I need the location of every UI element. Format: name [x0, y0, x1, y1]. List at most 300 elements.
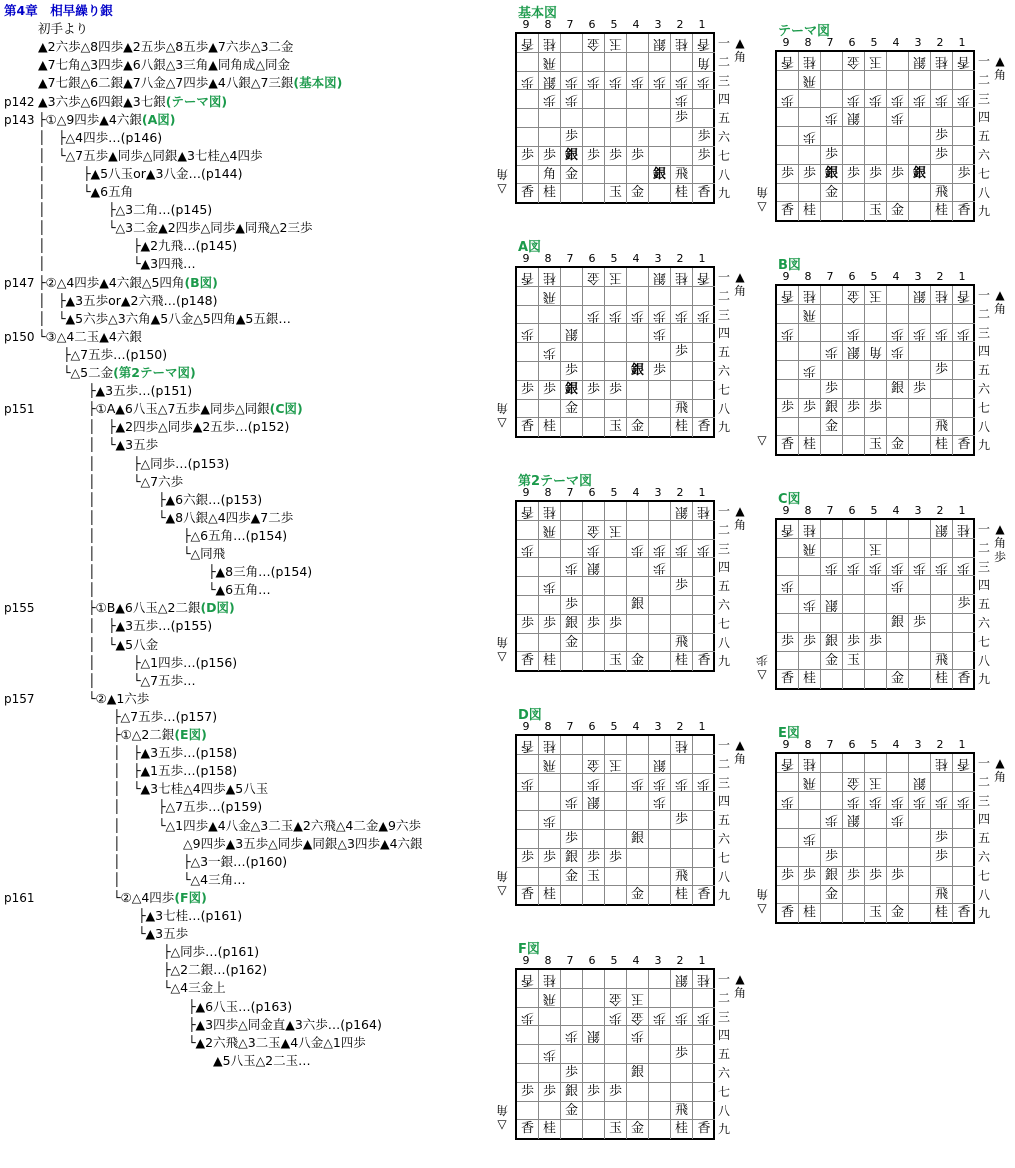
rank-number: 二 [977, 774, 990, 789]
rank-number: 九 [717, 888, 730, 903]
sente-piece: 金 [630, 653, 644, 669]
sente-hand: ▲角 [993, 756, 1006, 784]
board-square [539, 615, 561, 634]
board-square [693, 811, 715, 830]
board-square [843, 90, 865, 109]
board-square [583, 596, 605, 615]
sente-piece: 香 [697, 185, 711, 201]
file-number: 1 [698, 252, 706, 265]
board-square [539, 324, 561, 343]
board-square [583, 615, 605, 634]
board-square [649, 577, 671, 596]
board-square [649, 287, 671, 306]
sente-piece: 歩 [542, 381, 556, 397]
board-square [777, 184, 799, 203]
gote-piece: 香 [697, 270, 711, 285]
rank-number: 六 [717, 1066, 730, 1080]
board-square [539, 381, 561, 400]
file-number: 8 [544, 486, 552, 499]
gote-piece: 歩 [912, 793, 926, 809]
gote-piece: 歩 [520, 775, 534, 791]
file-number: 5 [870, 738, 878, 751]
rank-number: 二 [717, 990, 730, 1005]
gote-piece: 歩 [846, 325, 860, 341]
board-square [843, 558, 865, 577]
board-square [627, 1083, 649, 1102]
move-text: │ └△1四歩▲4八金△3二玉▲2六飛△4二金▲9六歩 [38, 817, 421, 833]
rank-number: 一 [717, 270, 730, 284]
sente-piece: 桂 [934, 437, 948, 453]
board-square [693, 1008, 715, 1027]
rank-number: 三 [977, 91, 990, 106]
board-square [605, 184, 627, 203]
sente-piece: 銀 [824, 165, 838, 181]
board-square [583, 849, 605, 868]
board-square [671, 1045, 693, 1064]
board-square [517, 53, 539, 72]
sente-piece: 歩 [608, 147, 622, 163]
move-text: ▲3六歩△6四銀▲3七銀 [38, 93, 166, 109]
board-square [693, 736, 715, 755]
board-square [865, 380, 887, 399]
sente-piece: 銀 [824, 633, 838, 649]
gote-piece: 歩 [780, 325, 794, 341]
gote-piece: 歩 [957, 559, 971, 575]
board-square [865, 90, 887, 109]
board-square [931, 52, 953, 71]
sente-piece: 香 [520, 887, 534, 903]
board-square [887, 146, 909, 165]
board-square [931, 436, 953, 455]
board-square [517, 634, 539, 653]
board-square [583, 1045, 605, 1064]
board-square [671, 577, 693, 596]
sente-piece: 歩 [846, 633, 860, 649]
file-number: 5 [870, 36, 878, 49]
board-square [517, 577, 539, 596]
sente-piece: 歩 [802, 633, 816, 649]
board-square [517, 184, 539, 203]
board-square [865, 614, 887, 633]
board-square [649, 1008, 671, 1027]
board-square [953, 614, 975, 633]
gote-piece: 歩 [697, 307, 711, 323]
sente-piece: 金 [890, 671, 904, 687]
board-square [671, 755, 693, 774]
rank-number: 九 [717, 654, 730, 669]
board-square [865, 792, 887, 811]
board-square [887, 184, 909, 203]
gote-piece: 歩 [586, 307, 600, 323]
board-diagram [495, 704, 755, 934]
board-square [799, 558, 821, 577]
board-square [583, 400, 605, 419]
board-square [693, 540, 715, 559]
move-text: ├△7五歩…(p150) [38, 346, 168, 362]
board-square [843, 399, 865, 418]
board-square [539, 418, 561, 437]
board-square [561, 147, 583, 166]
diagram-title: E図 [778, 726, 800, 741]
board-square [909, 202, 931, 221]
board-square [627, 268, 649, 287]
sente-piece: 銀 [890, 381, 904, 396]
board-square [539, 502, 561, 521]
gote-piece: 飛 [542, 288, 556, 304]
rank-number: 二 [977, 306, 990, 321]
gote-piece: 歩 [652, 541, 666, 557]
board-square [931, 670, 953, 689]
board-square [671, 53, 693, 72]
board-square [517, 868, 539, 887]
board-square [627, 128, 649, 147]
shogi-board [515, 32, 715, 204]
board-square [627, 72, 649, 91]
board-square [887, 810, 909, 829]
move-text: ├①B▲6八玉△2二銀 [38, 600, 201, 616]
board-square [671, 166, 693, 185]
board-square [583, 634, 605, 653]
board-square [693, 268, 715, 287]
sente-piece: 桂 [934, 203, 948, 219]
sente-piece: 香 [957, 203, 971, 219]
file-number: 3 [914, 270, 922, 283]
board-diagram [755, 488, 1015, 718]
sente-piece: 桂 [674, 887, 688, 903]
gote-piece: 歩 [697, 1009, 711, 1025]
board-square [539, 634, 561, 653]
board-square [931, 520, 953, 539]
move-text: │ ├△7五歩…(p159) [38, 799, 263, 815]
rank-number: 一 [977, 288, 990, 302]
board-square [627, 830, 649, 849]
move-text: └▲3五歩 [38, 926, 189, 942]
board-square [583, 755, 605, 774]
board-square [931, 399, 953, 418]
sente-piece: 飛 [934, 652, 948, 668]
board-square [605, 736, 627, 755]
board-square [583, 306, 605, 325]
board-square [843, 165, 865, 184]
gote-piece: 金 [846, 774, 860, 790]
sente-piece: 歩 [824, 849, 838, 864]
board-square [671, 128, 693, 147]
board-square [843, 576, 865, 595]
rank-number: 六 [977, 616, 990, 630]
board-square [627, 811, 649, 830]
board-square [953, 165, 975, 184]
board-square [671, 652, 693, 671]
board-square [931, 792, 953, 811]
rank-number: 一 [717, 504, 730, 518]
board-square [649, 502, 671, 521]
sente-piece: 玉 [608, 653, 622, 669]
board-square [605, 34, 627, 53]
board-square [799, 52, 821, 71]
board-square [843, 436, 865, 455]
board-square [649, 558, 671, 577]
sente-piece: 金 [564, 166, 578, 182]
board-square [517, 792, 539, 811]
file-number: 6 [848, 504, 856, 517]
rank-number: 五 [717, 813, 730, 828]
page-ref: p151 [4, 402, 35, 417]
gote-piece: 歩 [957, 793, 971, 809]
gote-piece: 飛 [542, 54, 556, 70]
board-square [627, 736, 649, 755]
board-square [777, 71, 799, 90]
sente-piece: 香 [520, 185, 534, 201]
board-square [931, 342, 953, 361]
gote-piece: 桂 [542, 504, 556, 519]
board-square [561, 400, 583, 419]
board-square [517, 306, 539, 325]
board-square [671, 268, 693, 287]
board-square [539, 287, 561, 306]
board-square [649, 1064, 671, 1083]
board-square [821, 539, 843, 558]
board-square [517, 849, 539, 868]
board-square [799, 361, 821, 380]
board-square [693, 287, 715, 306]
board-square [821, 184, 843, 203]
sente-piece: 歩 [608, 849, 622, 865]
board-square [909, 810, 931, 829]
rank-number: 六 [717, 832, 730, 846]
board-square [539, 652, 561, 671]
board-square [649, 868, 671, 887]
board-square [843, 146, 865, 165]
board-square [777, 146, 799, 165]
board-square [539, 736, 561, 755]
board-diagram [495, 470, 755, 700]
move-text: └②△4四歩 [38, 889, 175, 905]
board-square [843, 184, 865, 203]
sente-piece: 歩 [824, 147, 838, 162]
board-square [821, 633, 843, 652]
gote-piece: 桂 [674, 738, 688, 753]
board-square [583, 792, 605, 811]
file-number: 9 [782, 270, 790, 283]
board-square [561, 774, 583, 793]
gote-piece: 歩 [957, 325, 971, 341]
board-square [649, 1026, 671, 1045]
move-text: │ ├▲3五歩or▲2六飛…(p148) [38, 292, 218, 308]
board-square [693, 989, 715, 1008]
board-square [627, 886, 649, 905]
sente-piece: 金 [824, 418, 838, 434]
board-square [821, 52, 843, 71]
board-square [865, 418, 887, 437]
board-square [865, 108, 887, 127]
sente-piece: 銀 [630, 597, 644, 612]
board-square [649, 774, 671, 793]
gote-piece: 香 [520, 972, 534, 987]
file-number: 6 [588, 720, 596, 733]
board-square [693, 128, 715, 147]
gote-piece: 歩 [674, 92, 688, 108]
board-square [865, 146, 887, 165]
move-text: ▲7七角△3四歩▲6八銀△3三角▲同角成△同金 [38, 57, 290, 73]
board-square [777, 614, 799, 633]
move-text: │ ├▲5八玉or▲3八金…(p144) [38, 165, 243, 181]
gote-piece: 桂 [542, 270, 556, 285]
board-square [605, 1120, 627, 1139]
sente-piece: 香 [957, 671, 971, 687]
file-number: 4 [632, 720, 640, 733]
rank-number: 四 [977, 578, 990, 593]
board-square [909, 595, 931, 614]
board-square [821, 342, 843, 361]
board-square [671, 540, 693, 559]
gote-piece: 玉 [868, 288, 882, 303]
gote-piece: 玉 [868, 54, 882, 69]
sente-piece: 金 [564, 634, 578, 650]
sente-piece: 桂 [542, 887, 556, 903]
sente-piece: 歩 [674, 812, 688, 828]
board-square [561, 970, 583, 989]
rank-number: 六 [717, 598, 730, 612]
sente-hand: ▲角 [733, 270, 746, 298]
board-square [605, 362, 627, 381]
board-square [627, 109, 649, 128]
diagram-title: F図 [518, 942, 540, 957]
move-text: │ └▲3五歩 [38, 437, 159, 453]
board-square [865, 539, 887, 558]
board-square [671, 1102, 693, 1121]
rank-number: 七 [977, 868, 990, 883]
rank-number: 五 [977, 597, 990, 612]
board-diagram [757, 254, 1015, 484]
sente-piece: 香 [780, 203, 794, 219]
board-square [671, 502, 693, 521]
board-square [539, 53, 561, 72]
board-square [909, 90, 931, 109]
rank-number: 一 [717, 738, 730, 752]
gote-piece: 歩 [564, 560, 578, 576]
file-number: 9 [522, 720, 530, 733]
move-text: │ └▲3七桂△4四歩▲5八玉 [38, 781, 269, 797]
board-square [953, 324, 975, 343]
board-square [931, 202, 953, 221]
gote-piece: 歩 [674, 1009, 688, 1025]
board-square [909, 380, 931, 399]
gote-piece: 飛 [802, 72, 816, 88]
board-square [953, 90, 975, 109]
board-square [671, 774, 693, 793]
board-square [777, 418, 799, 437]
board-square [953, 670, 975, 689]
board-square [605, 1045, 627, 1064]
board-square [821, 286, 843, 305]
board-square [649, 53, 671, 72]
board-square [561, 558, 583, 577]
board-square [799, 614, 821, 633]
board-square [843, 773, 865, 792]
sente-piece: 銀 [564, 381, 578, 397]
board-square [671, 72, 693, 91]
board-square [777, 904, 799, 923]
board-square [539, 774, 561, 793]
board-square [909, 792, 931, 811]
board-square [843, 71, 865, 90]
board-square [583, 774, 605, 793]
board-square [693, 652, 715, 671]
board-square [865, 184, 887, 203]
move-text: 初手より [38, 21, 89, 37]
gote-piece: 歩 [520, 541, 534, 557]
board-square [799, 810, 821, 829]
board-square [627, 615, 649, 634]
board-square [605, 343, 627, 362]
sente-piece: 歩 [934, 362, 948, 378]
board-square [693, 109, 715, 128]
board-square [583, 868, 605, 887]
rank-number: 四 [717, 326, 730, 341]
rank-number: 三 [717, 73, 730, 88]
page-ref: p155 [4, 601, 35, 616]
board-square [671, 109, 693, 128]
board-square [953, 380, 975, 399]
gote-piece: 桂 [674, 36, 688, 51]
board-square [843, 286, 865, 305]
board-square [777, 305, 799, 324]
file-number: 5 [610, 954, 618, 967]
file-number: 4 [892, 270, 900, 283]
board-square [583, 540, 605, 559]
sente-piece: 玉 [868, 437, 882, 453]
move-text: │ └▲6五角… [38, 582, 271, 598]
board-square [517, 1083, 539, 1102]
board-square [693, 184, 715, 203]
board-square [953, 286, 975, 305]
sente-piece: 歩 [697, 129, 711, 144]
rank-number: 二 [717, 54, 730, 69]
rank-number: 三 [717, 1009, 730, 1024]
rank-number: 七 [717, 1084, 730, 1099]
gote-piece: 香 [780, 288, 794, 303]
move-text: │ ├△3二角…(p145) [38, 202, 213, 218]
gote-piece: 歩 [630, 73, 644, 89]
move-text: ├①△2二銀 [38, 727, 175, 742]
board-square [909, 286, 931, 305]
gote-piece: 香 [520, 270, 534, 285]
file-number: 7 [566, 954, 574, 967]
board-square [843, 904, 865, 923]
move-text: │ ├△4四歩…(p146) [38, 129, 163, 145]
board-square [693, 166, 715, 185]
board-square [953, 108, 975, 127]
board-square [649, 268, 671, 287]
board-square [583, 381, 605, 400]
diagram-ref: (基本図) [293, 75, 343, 91]
gote-piece: 桂 [802, 288, 816, 303]
board-square [605, 324, 627, 343]
board-square [517, 558, 539, 577]
sente-piece: 金 [824, 652, 838, 668]
board-square [649, 989, 671, 1008]
board-square [561, 1008, 583, 1027]
gote-piece: 歩 [697, 541, 711, 557]
board-square [649, 652, 671, 671]
sente-piece: 歩 [542, 615, 556, 631]
gote-piece: 飛 [802, 540, 816, 556]
board-square [693, 521, 715, 540]
board-square [671, 287, 693, 306]
file-number: 1 [698, 486, 706, 499]
gote-piece: 金 [630, 1009, 644, 1025]
gote-piece: 金 [586, 36, 600, 51]
